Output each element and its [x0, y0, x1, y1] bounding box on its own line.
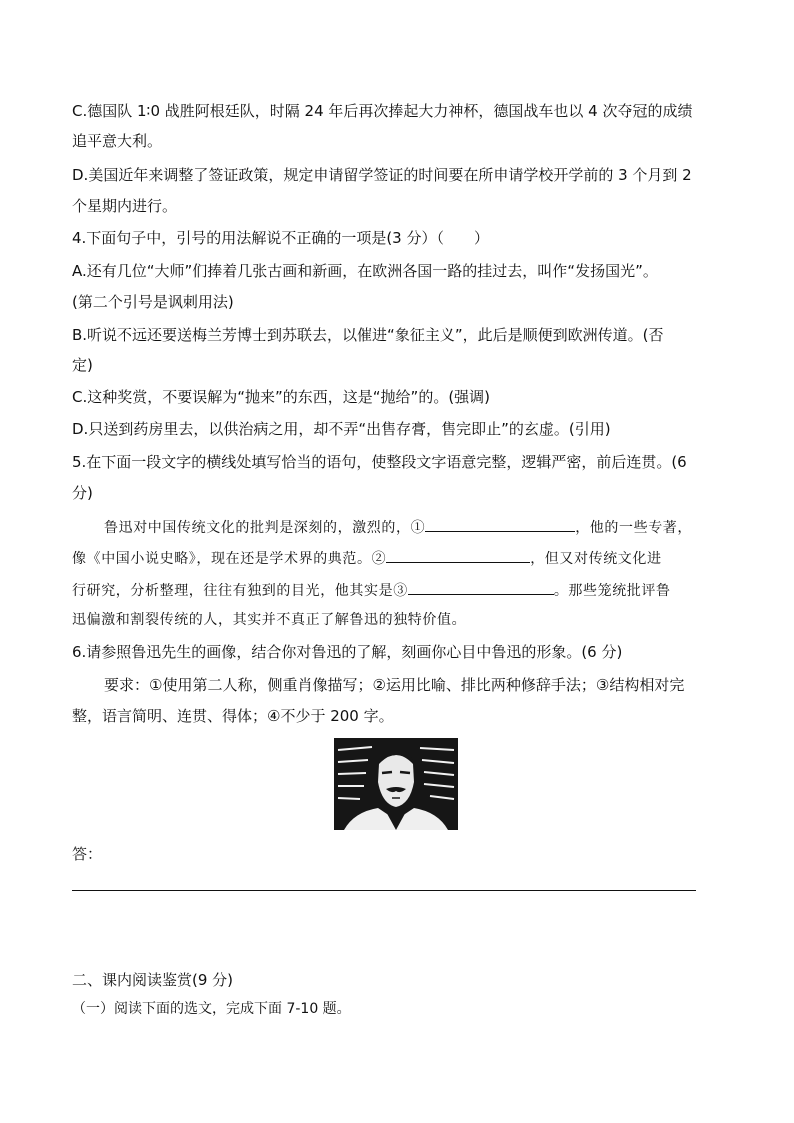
passage-line-4: 迅偏激和割裂传统的人，其实并不真正了解鲁迅的独特价值。	[72, 612, 467, 628]
fill-blank-1[interactable]	[425, 516, 575, 532]
fill-blank-2[interactable]	[386, 547, 530, 563]
option-d-line-2: 个星期内进行。	[72, 197, 178, 215]
passage-text: ，但又对传统文化进	[530, 551, 662, 567]
lu-xun-portrait	[334, 738, 458, 830]
subsection-1-heading: （一）阅读下面的选文，完成下面 7-10 题。	[72, 1001, 351, 1017]
answer-label: 答：	[72, 845, 103, 863]
section-2-heading: 二、课内阅读鉴赏(9 分)	[72, 971, 234, 989]
q4-option-b-line-1: B.听说不远还要送梅兰芳博士到苏联去，以催进“象征主义”，此后是顺便到欧洲传道。(否	[72, 326, 664, 344]
passage-text: 。那些笼统批评鲁	[553, 583, 671, 599]
question-4: 4.下面句子中，引号的用法解说不正确的一项是(3 分）（ ）	[72, 229, 489, 247]
q4-option-a-line-1: A.还有几位“大师”们捧着几张古画和新画，在欧洲各国一路的挂过去，叫作“发扬国光”。	[72, 262, 658, 280]
passage-text: ，他的一些专著，	[575, 520, 693, 536]
question-5-line-1: 5.在下面一段文字的横线处填写恰当的语句，使整段文字语意完整，逻辑严密，前后连贯。(6	[72, 453, 687, 471]
q4-option-c: C.这种奖赏，不要误解为“抛来”的东西，这是“抛给”的。(强调)	[72, 388, 491, 406]
answer-line[interactable]	[72, 890, 696, 891]
passage-line-2	[72, 547, 662, 569]
passage-text: 行研究，分析整理，往往有独到的目光，他其实是③	[72, 583, 408, 599]
passage-line-1	[104, 516, 692, 538]
option-c-line-2: 追平意大利。	[72, 132, 163, 150]
option-d-line-1: D.美国近年来调整了签证政策，规定申请留学签证的时间要在所申请学校开学前的 3 个月到 2	[72, 166, 692, 184]
requirement-line-1: 要求：①使用第二人称，侧重肖像描写；②运用比喻、排比两种修辞手法；③结构相对完	[104, 676, 685, 694]
question-6: 6.请参照鲁迅先生的画像，结合你对鲁迅的了解，刻画你心目中鲁迅的形象。(6 分)	[72, 643, 623, 661]
q4-option-b-line-2: 定)	[72, 356, 93, 374]
passage-text: 鲁迅对中国传统文化的批判是深刻的，激烈的，①	[104, 520, 426, 536]
q4-option-d: D.只送到药房里去，以供治病之用，却不弄“出售存膏，售完即止”的玄虚。(引用)	[72, 420, 611, 438]
requirement-line-2: 整，语言简明、连贯、得体；④不少于 200 字。	[72, 707, 394, 725]
option-c-line-1: C.德国队 1∶0 战胜阿根廷队，时隔 24 年后再次捧起大力神杯，德国战车也以 4 次夺冠的成绩	[72, 102, 693, 120]
passage-text: 像《中国小说史略》，现在还是学术界的典范。②	[72, 551, 387, 567]
fill-blank-3[interactable]	[408, 579, 554, 595]
question-5-line-2: 分)	[72, 484, 93, 502]
q4-option-a-line-2: (第二个引号是讽刺用法)	[72, 293, 234, 311]
passage-line-3	[72, 579, 671, 601]
